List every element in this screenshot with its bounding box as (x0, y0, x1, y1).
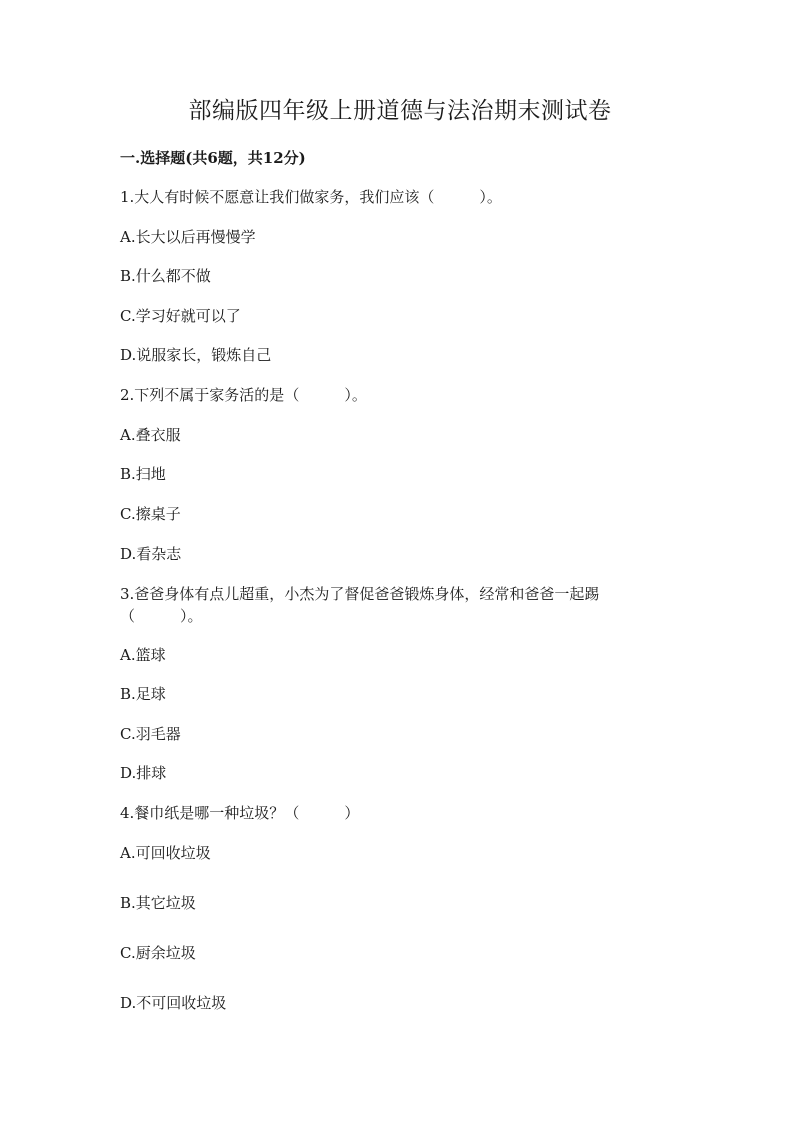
question-1-stem: 1.大人有时候不愿意让我们做家务，我们应该（ ）。 (120, 188, 502, 206)
question-1-option-a: A.长大以后再慢慢学 (120, 228, 256, 246)
question-2-option-a: A.叠衣服 (120, 426, 181, 444)
question-4-option-c: C.厨余垃圾 (120, 944, 196, 962)
question-3-option-c: C.羽毛器 (120, 725, 181, 743)
question-2-option-c: C.擦桌子 (120, 505, 181, 523)
question-3-stem-continuation: （ ）。 (120, 607, 203, 625)
question-1-option-d: D.说服家长，锻炼自己 (120, 346, 272, 364)
question-4-option-a: A.可回收垃圾 (120, 844, 211, 862)
page-title: 部编版四年级上册道德与法治期末测试卷 (188, 98, 612, 124)
question-4-option-b: B.其它垃圾 (120, 894, 196, 912)
question-2-option-d: D.看杂志 (120, 545, 182, 563)
question-3-stem: 3.爸爸身体有点儿超重，小杰为了督促爸爸锻炼身体，经常和爸爸一起踢 (120, 585, 600, 603)
question-2-stem: 2.下列不属于家务活的是（ ）。 (120, 386, 367, 404)
question-2-option-b: B.扫地 (120, 465, 166, 483)
question-3-option-a: A.篮球 (120, 646, 166, 664)
question-3-option-d: D.排球 (120, 764, 167, 782)
question-3-option-b: B.足球 (120, 685, 166, 703)
question-1-option-c: C.学习好就可以了 (120, 307, 241, 325)
question-4-option-d: D.不可回收垃圾 (120, 994, 227, 1012)
question-4-stem: 4.餐巾纸是哪一种垃圾？（ ） (120, 804, 360, 822)
section-heading: 一.选择题(共6题，共12分) (120, 149, 306, 167)
question-1-option-b: B.什么都不做 (120, 267, 211, 285)
